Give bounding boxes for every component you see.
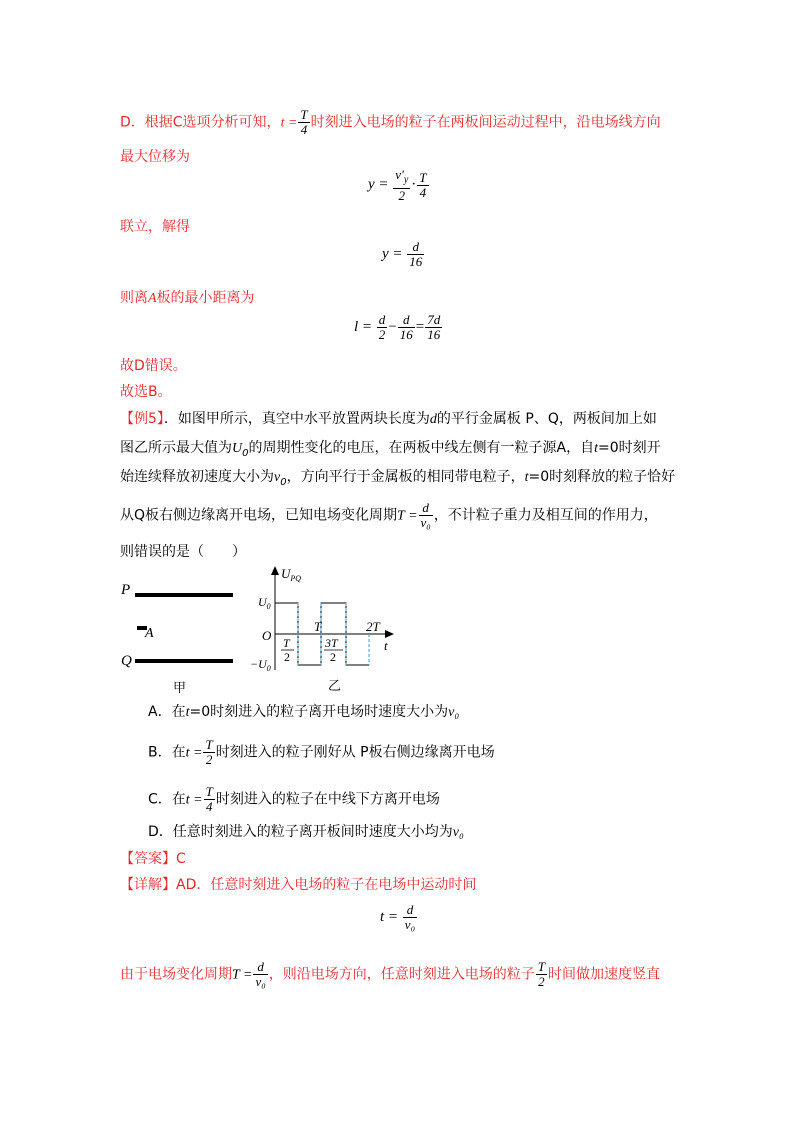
label-half-t-den: 2 <box>284 650 290 664</box>
answer-value: C <box>176 851 186 867</box>
section-d-line2: 最大位移为 <box>120 149 190 165</box>
section-d-line1 <box>120 108 661 137</box>
figure-yi <box>250 562 410 694</box>
label-upq: $U_{PQ}$ <box>281 566 302 583</box>
label-jia: 甲 <box>173 681 187 696</box>
frac-t-4: $\frac{T}{4}$ <box>300 107 308 137</box>
label-t-axis: t <box>384 638 388 653</box>
detail-line1: 【详解】AD．任意时刻进入电场的粒子在电场中运动时间 <box>120 877 477 893</box>
example-line4: 从Q板右侧边缘离开电场，已知电场变化周期T = $\frac{d}{\text{v₀}}$ ，不计粒子重力及相互间的作用力， <box>120 500 658 530</box>
equation-l: l = $\frac{d}{2}$ − $\frac{d}{16}$ = $\frac{7d}{16}$ <box>354 312 441 342</box>
label-a: A <box>145 626 154 641</box>
equation-t-d-v0: t = $\frac{d}{\text{v₀}}$ <box>380 902 416 932</box>
example-label: 【例5】 <box>120 411 164 427</box>
label-p: P <box>121 582 131 598</box>
section-d-suffix: 时刻进入电场的粒子在两板间运动过程中，沿电场线方向 <box>310 114 661 131</box>
figure-jia <box>115 570 250 700</box>
label-neg-u0: $-U_0$ <box>250 657 271 673</box>
label-q: Q <box>121 653 132 669</box>
label-t-period: T <box>314 619 322 634</box>
choose-b-text: 故选B。 <box>120 384 172 400</box>
label-3half-t-den: 2 <box>330 650 336 664</box>
section-d-prefix: D．根据C选项分析可知， <box>120 114 281 131</box>
equation-y-d16: y = $\frac{d}{16}$ <box>382 239 423 269</box>
equation-max-displacement: y = $\frac{v'_y}{2}$ · $\frac{T}{4}$ <box>368 167 427 203</box>
label-o: O <box>262 628 272 643</box>
detail-line-last: 由于电场变化周期T = $\frac{d}{\text{v₀}}$ ，则沿电场方向，任意时刻进入电场的粒子 $\frac{T}{2}$ 时间做加速度竖直 <box>120 959 661 989</box>
d-wrong-text: 故D错误。 <box>120 358 187 374</box>
label-3half-t-num: 3T <box>325 636 338 650</box>
label-half-t-num: T <box>283 636 290 650</box>
min-distance-text: 则离A板的最小距离为 <box>120 290 255 306</box>
joint-solve-text: 联立，解得 <box>120 219 190 235</box>
y-axis-arrow <box>271 566 279 575</box>
label-u0: $U_0$ <box>258 595 271 611</box>
t-eq: t = <box>280 115 298 131</box>
x-axis-arrow <box>385 630 394 638</box>
option-d[interactable]: D．任意时刻进入的粒子离开板间时速度大小均为v₀ <box>148 824 464 840</box>
label-yi: 乙 <box>328 679 342 694</box>
example-line3: 始连续释放初速度大小为$v_0$，方向平行于金属板的相同带电粒子，t=0时刻释放的粒子恰好 <box>120 469 676 488</box>
option-a[interactable]: A．在t=0时刻进入的粒子离开电场时速度大小为v₀ <box>148 704 460 720</box>
label-2t: 2T <box>366 619 380 634</box>
option-c[interactable]: C．在t = $\frac{T}{4}$ 时刻进入的粒子在中线下方离开电场 <box>148 784 440 814</box>
example-line5: 则错误的是（ ） <box>120 544 246 560</box>
answer-line: 【答案】C <box>120 851 186 867</box>
example-line1: 【例5】．如图甲所示，真空中水平放置两块长度为d的平行金属板 P、Q，两板间加上如 <box>120 411 657 427</box>
option-b[interactable]: B．在t = $\frac{T}{2}$ 时刻进入的粒子刚好从 P板右侧边缘离开电场 <box>148 737 495 767</box>
example-line2: 图乙所示最大值为$U_0$的周期性变化的电压，在两板中线左侧有一粒子源A，自t=0时刻开 <box>120 440 661 459</box>
